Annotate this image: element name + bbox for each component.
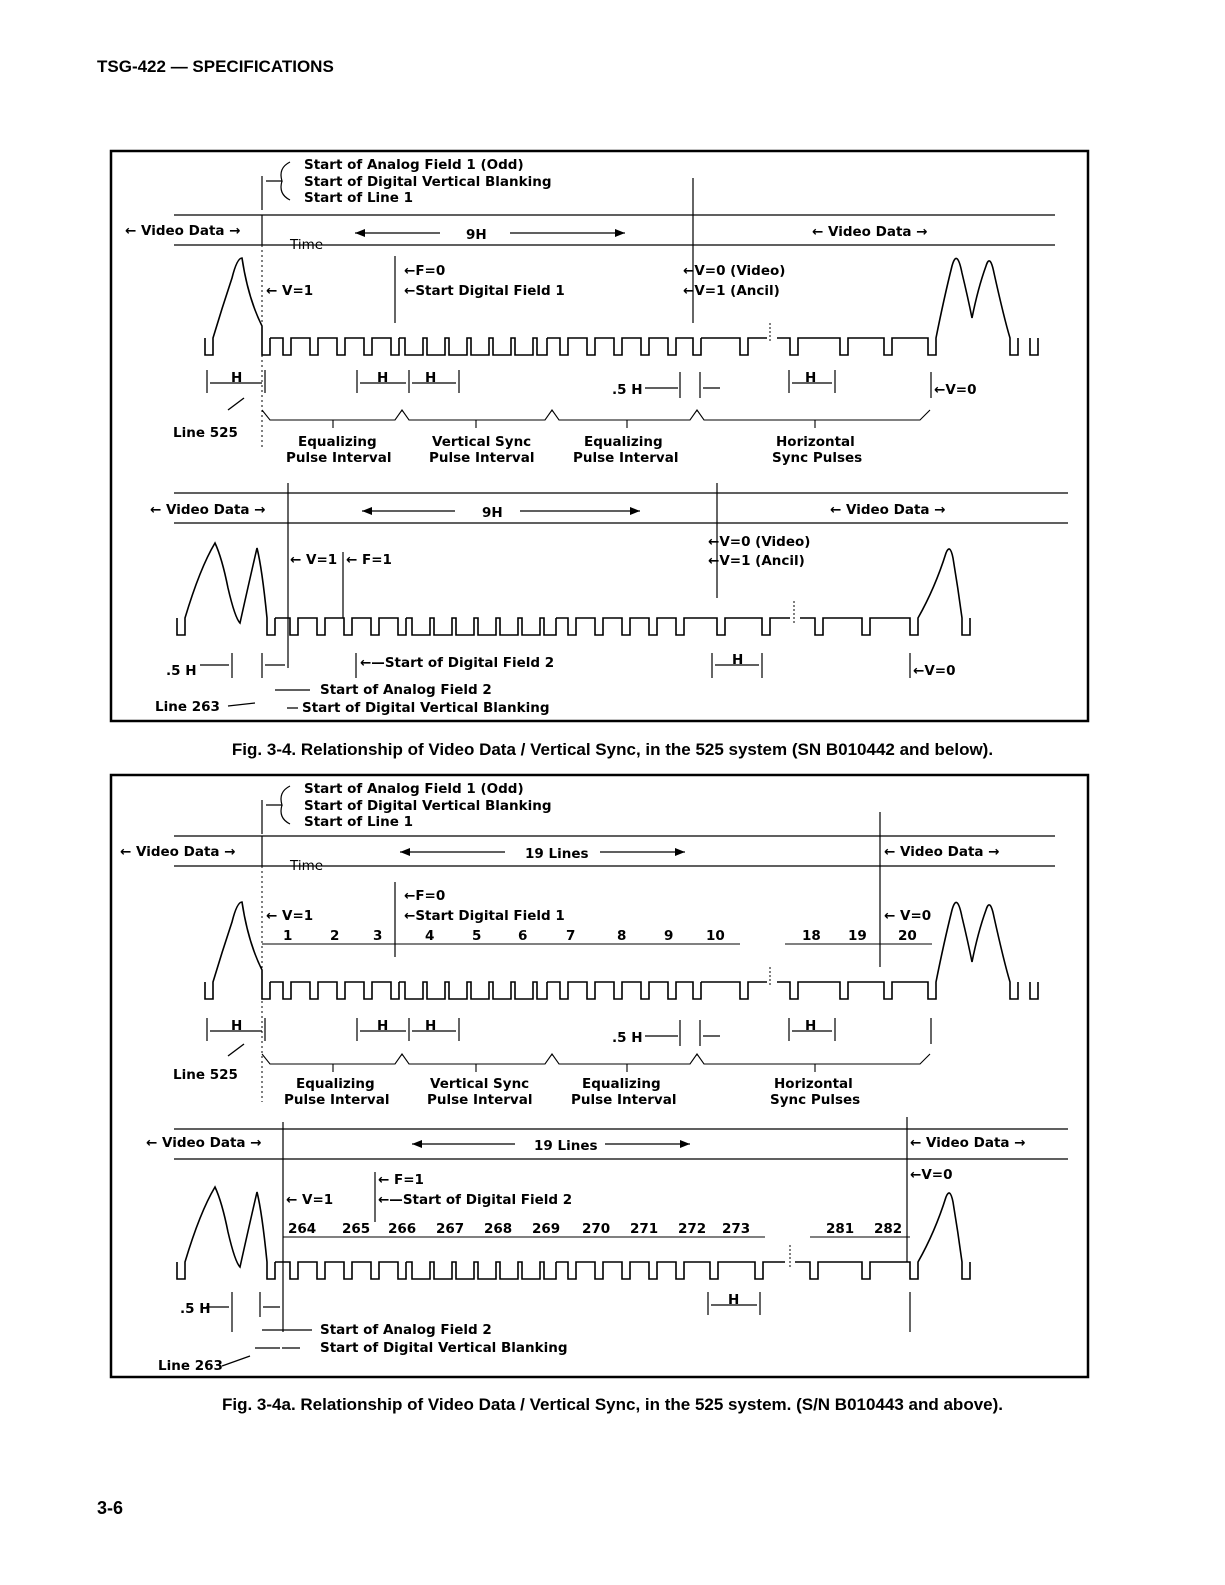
svg-text:Pulse Interval: Pulse Interval [429, 450, 535, 466]
video-data-left: ← Video Data → [125, 223, 241, 239]
svg-text:269: 269 [532, 1221, 561, 1237]
svg-text:.5 H: .5 H [180, 1301, 211, 1317]
svg-text:Equalizing: Equalizing [582, 1076, 661, 1092]
sync-waveform-field1 [205, 258, 1038, 355]
svg-text:Sync Pulses: Sync Pulses [770, 1092, 861, 1108]
svg-text:1: 1 [283, 928, 293, 944]
svg-text:H: H [732, 652, 744, 668]
svg-text:9H: 9H [482, 505, 503, 521]
svg-text:← V=1: ← V=1 [266, 908, 314, 924]
svg-text:H: H [425, 1018, 437, 1034]
svg-text:Sync Pulses: Sync Pulses [772, 450, 863, 466]
svg-text:266: 266 [388, 1221, 417, 1237]
page-header: TSG-422 — SPECIFICATIONS [97, 57, 334, 76]
svg-text:19: 19 [848, 928, 867, 944]
h-markers-row1-b [207, 1018, 931, 1046]
line-numbers-field2 [283, 1221, 910, 1237]
svg-text:H: H [805, 1018, 817, 1034]
svg-text:Equalizing: Equalizing [298, 434, 377, 450]
v1-label: ← V=1 [266, 283, 314, 299]
h-markers-row1 [207, 370, 976, 398]
svg-text:←V=0 (Video): ←V=0 (Video) [708, 534, 811, 550]
v0-label-row1: ←V=0 [934, 382, 977, 398]
svg-text:← V=1: ← V=1 [286, 1192, 334, 1208]
label-start-line1: Start of Line 1 [304, 190, 414, 206]
svg-text:10: 10 [706, 928, 725, 944]
figure-3-4-caption: Fig. 3-4. Relationship of Video Data / Vertical Sync, in the 525 system (SN B010442 and below). [231, 740, 994, 759]
svg-text:8: 8 [617, 928, 627, 944]
figure-3-4a-diagram [0, 772, 1225, 1384]
svg-text:← F=1: ← F=1 [346, 552, 392, 568]
19-lines-label-field1: 19 Lines [525, 846, 589, 862]
v1-ancil-label: ←V=1 (Ancil) [683, 283, 780, 299]
svg-text:268: 268 [484, 1221, 513, 1237]
svg-text:273: 273 [722, 1221, 751, 1237]
svg-text:←Start Digital Field 1: ←Start Digital Field 1 [404, 908, 565, 924]
svg-text:H: H [805, 370, 817, 386]
svg-text:Start of Digital Vertical Blan: Start of Digital Vertical Blanking [304, 798, 552, 814]
19-lines-label-field2: 19 Lines [534, 1138, 598, 1154]
svg-text:← V=0: ← V=0 [884, 908, 932, 924]
figure-3-4-diagram [0, 148, 1225, 728]
label-start-analog-field1: Start of Analog Field 1 (Odd) [304, 157, 524, 173]
video-data-right: ← Video Data → [812, 224, 928, 240]
svg-text:← Video Data →: ← Video Data → [120, 844, 236, 860]
svg-text:282: 282 [874, 1221, 903, 1237]
svg-text:7: 7 [566, 928, 576, 944]
svg-text:4: 4 [425, 928, 435, 944]
svg-text:Time: Time [290, 858, 324, 874]
svg-text:3: 3 [373, 928, 383, 944]
svg-text:Start of Analog Field 2: Start of Analog Field 2 [320, 1322, 492, 1338]
svg-text:.5 H: .5 H [166, 663, 197, 679]
svg-text:←V=0: ←V=0 [913, 663, 956, 679]
page-number: 3-6 [97, 1498, 124, 1518]
svg-text:Pulse Interval: Pulse Interval [427, 1092, 533, 1108]
half-h-label: .5 H [612, 382, 643, 398]
svg-text:264: 264 [288, 1221, 317, 1237]
svg-text:2: 2 [330, 928, 340, 944]
line263-label: Line 263 [155, 699, 220, 715]
line525-label: Line 525 [173, 425, 238, 441]
svg-text:←—Start of Digital Field 2: ←—Start of Digital Field 2 [378, 1192, 573, 1208]
v0-video-label: ←V=0 (Video) [683, 263, 786, 279]
start-digital-vblank2-label: Start of Digital Vertical Blanking [302, 700, 550, 716]
svg-text:18: 18 [802, 928, 821, 944]
line-numbers-field1 [262, 928, 932, 944]
svg-text:H: H [377, 370, 389, 386]
figure-3-4a-caption: Fig. 3-4a. Relationship of Video Data / Vertical Sync, in the 525 system. (S/N B010443 and above). [221, 1395, 1003, 1414]
svg-text:Horizontal: Horizontal [776, 434, 855, 450]
start-analog-field2-label: Start of Analog Field 2 [320, 682, 492, 698]
svg-text:← Video Data →: ← Video Data → [884, 844, 1000, 860]
svg-text:← Video Data →: ← Video Data → [146, 1135, 262, 1151]
svg-text:←F=0: ←F=0 [404, 888, 446, 904]
svg-text:Start of Line 1: Start of Line 1 [304, 814, 414, 830]
svg-text:20: 20 [898, 928, 917, 944]
svg-text:H: H [728, 1292, 740, 1308]
svg-text:5: 5 [472, 928, 482, 944]
svg-text:Equalizing: Equalizing [584, 434, 663, 450]
time-label: Time [290, 237, 324, 253]
svg-text:271: 271 [630, 1221, 659, 1237]
svg-text:267: 267 [436, 1221, 465, 1237]
svg-text:Start of Analog Field 1 (Odd): Start of Analog Field 1 (Odd) [304, 781, 524, 797]
svg-text:.5 H: .5 H [612, 1030, 643, 1046]
svg-text:6: 6 [518, 928, 528, 944]
svg-text:H: H [231, 370, 243, 386]
svg-text:Vertical Sync: Vertical Sync [430, 1076, 530, 1092]
svg-text:Vertical Sync: Vertical Sync [432, 434, 532, 450]
svg-text:H: H [231, 1018, 243, 1034]
svg-text:H: H [377, 1018, 389, 1034]
svg-text:Equalizing: Equalizing [296, 1076, 375, 1092]
svg-text:H: H [425, 370, 437, 386]
svg-text:270: 270 [582, 1221, 611, 1237]
start-digital-field2-label: ←—Start of Digital Field 2 [360, 655, 555, 671]
svg-text:←V=1 (Ancil): ←V=1 (Ancil) [708, 553, 805, 569]
start-digital-field1-label: ←Start Digital Field 1 [404, 283, 565, 299]
svg-text:Line 263: Line 263 [158, 1358, 223, 1374]
video-data-right-row2: ← Video Data → [830, 502, 946, 518]
video-data-left-row2: ← Video Data → [150, 502, 266, 518]
svg-text:Start of Digital Vertical Blan: Start of Digital Vertical Blanking [320, 1340, 568, 1356]
9h-label: 9H [466, 227, 487, 243]
f0-label: ←F=0 [404, 263, 446, 279]
svg-text:Horizontal: Horizontal [774, 1076, 853, 1092]
svg-text:Line 525: Line 525 [173, 1067, 238, 1083]
svg-text:9: 9 [664, 928, 674, 944]
svg-text:Pulse Interval: Pulse Interval [286, 450, 392, 466]
svg-text:← F=1: ← F=1 [378, 1172, 424, 1188]
svg-text:←V=0: ←V=0 [910, 1167, 953, 1183]
svg-text:← V=1: ← V=1 [290, 552, 338, 568]
label-start-digital-vblank: Start of Digital Vertical Blanking [304, 174, 552, 190]
svg-text:281: 281 [826, 1221, 855, 1237]
svg-text:272: 272 [678, 1221, 707, 1237]
svg-text:Pulse Interval: Pulse Interval [573, 450, 679, 466]
svg-text:Pulse Interval: Pulse Interval [571, 1092, 677, 1108]
svg-text:← Video Data →: ← Video Data → [910, 1135, 1026, 1151]
svg-text:Pulse Interval: Pulse Interval [284, 1092, 390, 1108]
svg-text:265: 265 [342, 1221, 371, 1237]
